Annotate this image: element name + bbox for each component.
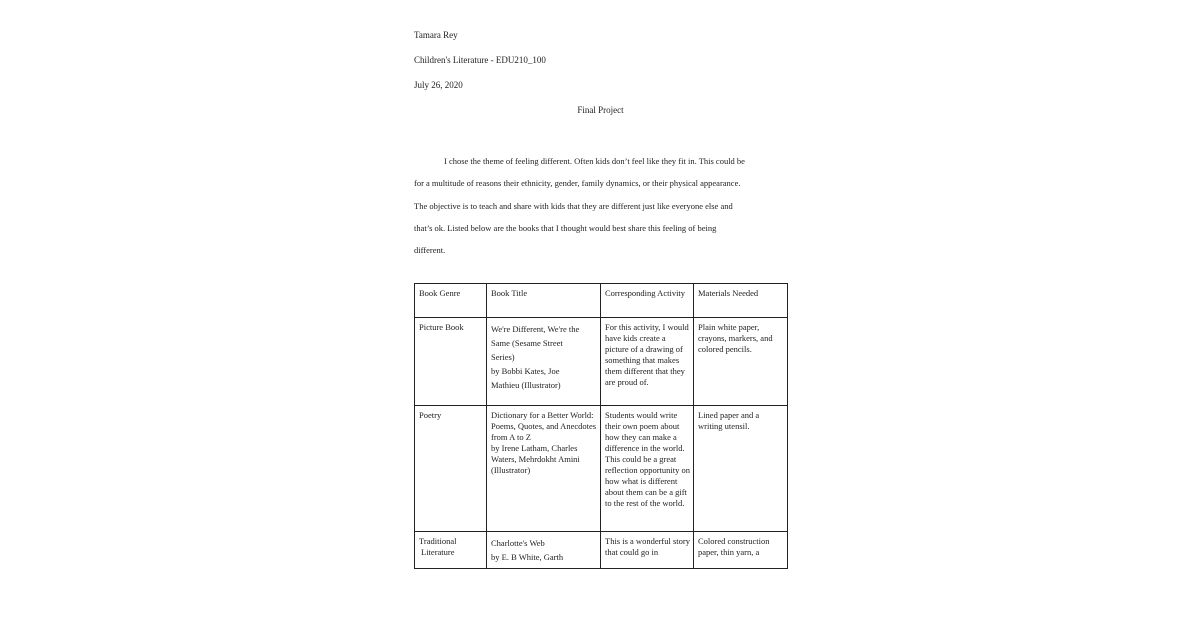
activity-cell: Students would write their own poem about how they can make a difference in the world. This could be a great reflection opportunity on how what is different about them can be a gift to the rest of the world. [601,406,694,532]
title-cell [487,318,601,406]
paragraph-line: that’s ok. Listed below are the books that I thought would best share this feeling of being [414,222,717,233]
paragraph-line: for a multitude of reasons their ethnicity, gender, family dynamics, or their physical appearance. [414,178,741,189]
document-title: Final Project [577,105,624,115]
table-row [415,532,788,569]
title-line: Same (Sesame Street [491,338,563,348]
intro-paragraph [414,150,787,261]
genre-cell [415,532,487,569]
title-line: by E. B White, Garth [491,552,564,562]
title-line: Dictionary for a Better World: Poems, Quotes, and Anecdotes from A to Z [491,410,597,442]
table-row [415,406,788,532]
paragraph-line: The objective is to teach and share with kids that they are different just like everyone else and [414,200,733,211]
materials-cell: Plain white paper, crayons, markers, and colored pencils. [694,318,788,406]
title-line: by Bobbi Kates, Joe [491,366,560,376]
header-corresponding-activity: Corresponding Activity [601,284,694,318]
genre-line: Traditional [419,536,457,546]
title-line: Mathieu (Illustrator) [491,380,561,390]
title-line: Series) [491,352,515,362]
materials-cell: Colored construction paper, thin yarn, a [694,532,788,569]
title-cell [487,532,601,569]
genre-cell: Poetry [415,406,487,532]
header-book-title: Book Title [487,284,601,318]
paragraph-line: I chose the theme of feeling different. Often kids don’t feel like they fit in. This could be [444,156,745,166]
header-materials-needed: Materials Needed [694,284,788,318]
title-line: Charlotte's Web [491,538,545,548]
author-name: Tamara Rey [414,30,458,40]
books-table [414,283,788,569]
materials-cell: Lined paper and a writing utensil. [694,406,788,532]
course-name: Children's Literature - EDU210_100 [414,55,546,65]
genre-cell: Picture Book [415,318,487,406]
header-book-genre: Book Genre [415,284,487,318]
table-header-row [415,284,788,318]
title-line: We're Different, We're the [491,324,580,334]
title-line: by Irene Latham, Charles Waters, Mehrdokht Amini (Illustrator) [491,443,580,475]
activity-cell: For this activity, I would have kids create a picture of a drawing of something that makes them different that they are proud of. [601,318,694,406]
title-cell [487,406,601,532]
paragraph-line: different. [414,245,446,256]
table-row [415,318,788,406]
activity-cell: This is a wonderful story that could go in [601,532,694,569]
document-date: July 26, 2020 [414,80,463,90]
genre-line: Literature [421,547,455,557]
